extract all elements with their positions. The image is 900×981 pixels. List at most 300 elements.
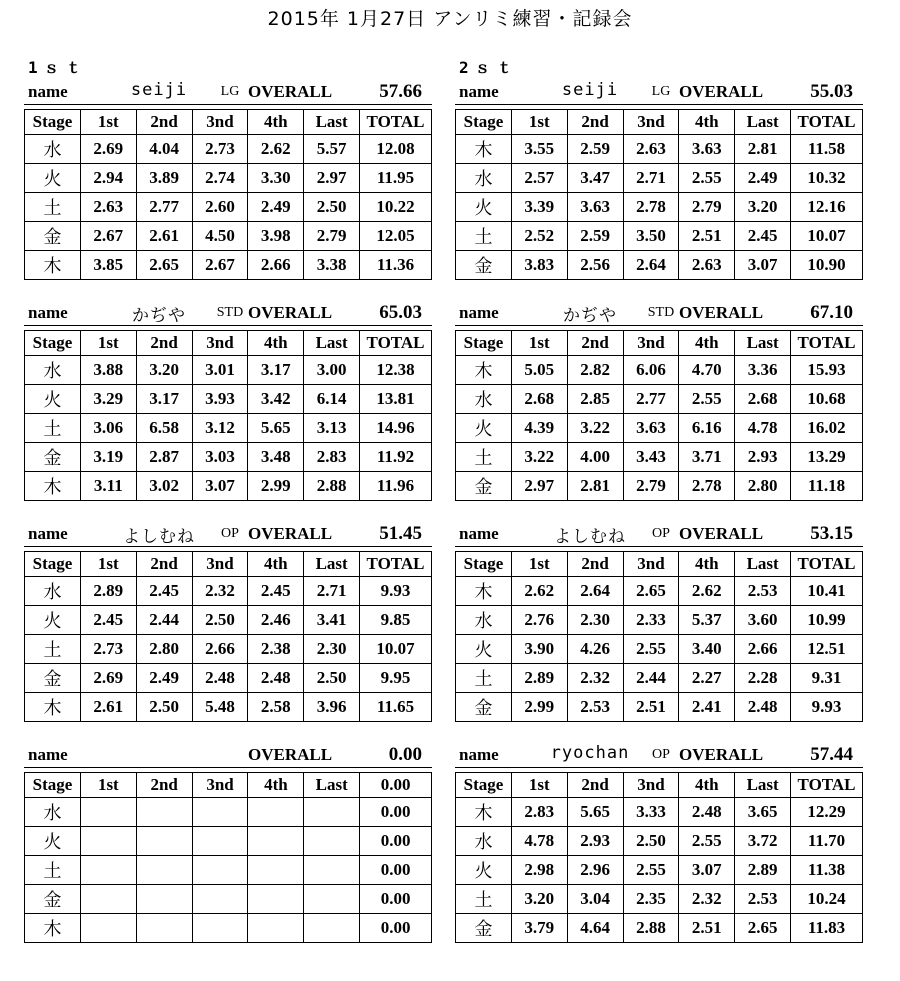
total-cell: 11.70: [791, 827, 863, 856]
table-row: [25, 193, 432, 222]
time-cell: 3.83: [511, 251, 567, 280]
total-cell: 10.07: [791, 222, 863, 251]
time-cell: 2.45: [248, 577, 304, 606]
column-header: 3nd: [623, 552, 679, 577]
overall-value: 57.44: [810, 744, 853, 765]
time-cell: 3.17: [136, 385, 192, 414]
time-cell: 2.63: [80, 193, 136, 222]
overall-label: OVERALL: [679, 303, 764, 322]
time-cell: 2.32: [679, 885, 735, 914]
stage-cell: 木: [25, 693, 81, 722]
column-header: 1st: [80, 552, 136, 577]
overall-value: 67.10: [810, 302, 853, 323]
time-cell: 2.93: [735, 443, 791, 472]
time-cell: 3.07: [735, 251, 791, 280]
table-row: [456, 443, 863, 472]
table-row: [25, 664, 432, 693]
time-cell: [192, 885, 248, 914]
time-cell: 2.68: [511, 385, 567, 414]
time-cell: 2.45: [136, 577, 192, 606]
time-cell: 2.87: [136, 443, 192, 472]
time-cell: [304, 914, 360, 943]
time-cell: 2.49: [735, 164, 791, 193]
time-cell: 5.05: [511, 356, 567, 385]
time-cell: [192, 798, 248, 827]
total-cell: 16.02: [791, 414, 863, 443]
time-cell: 3.43: [623, 443, 679, 472]
time-cell: 2.60: [192, 193, 248, 222]
player-name: seiji: [561, 80, 619, 100]
overall-value: 65.03: [379, 302, 422, 323]
table-row: [456, 577, 863, 606]
table-row: [456, 222, 863, 251]
time-cell: 2.53: [735, 885, 791, 914]
time-cell: 2.49: [136, 664, 192, 693]
time-cell: 5.37: [679, 606, 735, 635]
time-cell: 2.30: [304, 635, 360, 664]
time-cell: 2.51: [679, 222, 735, 251]
time-cell: 4.64: [567, 914, 623, 943]
time-cell: 2.81: [735, 135, 791, 164]
name-label: name: [459, 745, 499, 764]
player-name: seiji: [130, 80, 188, 100]
stage-cell: 木: [25, 472, 81, 501]
stage-cell: 金: [456, 914, 512, 943]
stage-cell: 金: [456, 693, 512, 722]
column-header: Last: [735, 552, 791, 577]
table-header-row: [456, 110, 863, 135]
table-header-row: [25, 773, 432, 798]
time-cell: [192, 827, 248, 856]
overall-label: OVERALL: [248, 82, 333, 101]
table-row: [25, 606, 432, 635]
stage-cell: 水: [25, 798, 81, 827]
round-label-2nd: 2ｓｔ: [459, 58, 519, 77]
time-cell: 2.88: [304, 472, 360, 501]
total-cell: 11.36: [360, 251, 432, 280]
overall-label: OVERALL: [248, 745, 333, 764]
table-row: [25, 856, 432, 885]
overall-label: OVERALL: [248, 303, 333, 322]
time-cell: [304, 856, 360, 885]
time-cell: [248, 885, 304, 914]
table-row: [456, 827, 863, 856]
player-class: OP: [652, 526, 670, 541]
column-header: Stage: [456, 331, 512, 356]
stage-cell: 金: [456, 472, 512, 501]
time-cell: [136, 856, 192, 885]
time-cell: 4.04: [136, 135, 192, 164]
score-table: [24, 330, 432, 501]
column-header: Stage: [25, 552, 81, 577]
time-cell: 2.58: [248, 693, 304, 722]
time-cell: 2.77: [623, 385, 679, 414]
time-cell: 2.68: [735, 385, 791, 414]
time-cell: 2.83: [304, 443, 360, 472]
column-header: 3nd: [623, 773, 679, 798]
score-block: [455, 80, 863, 280]
stage-cell: 木: [456, 798, 512, 827]
time-cell: 2.98: [511, 856, 567, 885]
overall-value: 51.45: [379, 523, 422, 544]
time-cell: 2.38: [248, 635, 304, 664]
table-row: [456, 885, 863, 914]
column-header: 2nd: [136, 773, 192, 798]
player-class: OP: [221, 526, 239, 541]
time-cell: 3.36: [735, 356, 791, 385]
table-row: [25, 885, 432, 914]
column-header: 4th: [248, 110, 304, 135]
column-header: 1st: [80, 773, 136, 798]
time-cell: 3.22: [511, 443, 567, 472]
table-row: [25, 222, 432, 251]
table-row: [25, 356, 432, 385]
column-header: Last: [304, 552, 360, 577]
overall-value: 55.03: [810, 81, 853, 102]
time-cell: 3.85: [80, 251, 136, 280]
total-cell: 11.96: [360, 472, 432, 501]
column-header: 0.00: [360, 773, 432, 798]
time-cell: 3.38: [304, 251, 360, 280]
time-cell: 4.26: [567, 635, 623, 664]
stage-cell: 金: [456, 251, 512, 280]
column-header: Last: [304, 110, 360, 135]
stage-cell: 火: [456, 856, 512, 885]
score-block: [24, 301, 432, 501]
overall-value: 53.15: [810, 523, 853, 544]
total-cell: 10.24: [791, 885, 863, 914]
column-header: Stage: [25, 331, 81, 356]
time-cell: 2.55: [623, 635, 679, 664]
time-cell: 2.61: [80, 693, 136, 722]
time-cell: 2.62: [511, 577, 567, 606]
column-header: Stage: [25, 110, 81, 135]
score-table: [455, 109, 863, 280]
time-cell: 3.50: [623, 222, 679, 251]
score-table: [455, 551, 863, 722]
table-header-row: [456, 552, 863, 577]
total-cell: 12.38: [360, 356, 432, 385]
stage-cell: 木: [456, 356, 512, 385]
table-row: [456, 135, 863, 164]
player-class: OP: [652, 747, 670, 762]
column-header: TOTAL: [791, 552, 863, 577]
time-cell: 2.48: [192, 664, 248, 693]
column-header: TOTAL: [791, 110, 863, 135]
time-cell: 3.47: [567, 164, 623, 193]
total-cell: 0.00: [360, 856, 432, 885]
time-cell: 2.89: [735, 856, 791, 885]
total-cell: 10.07: [360, 635, 432, 664]
time-cell: 2.79: [623, 472, 679, 501]
stage-cell: 金: [25, 222, 81, 251]
time-cell: 3.29: [80, 385, 136, 414]
total-cell: 10.68: [791, 385, 863, 414]
stage-cell: 木: [25, 251, 81, 280]
table-row: [25, 385, 432, 414]
time-cell: 3.13: [304, 414, 360, 443]
table-row: [25, 577, 432, 606]
column-header: Stage: [456, 110, 512, 135]
stage-cell: 火: [456, 193, 512, 222]
table-header-row: [456, 773, 863, 798]
time-cell: 3.41: [304, 606, 360, 635]
column-header: Stage: [456, 552, 512, 577]
stage-cell: 土: [25, 414, 81, 443]
column-header: 2nd: [567, 331, 623, 356]
stage-cell: 土: [456, 664, 512, 693]
table-row: [25, 693, 432, 722]
time-cell: 2.65: [735, 914, 791, 943]
time-cell: [136, 827, 192, 856]
overall-label: OVERALL: [679, 524, 764, 543]
time-cell: 2.55: [679, 164, 735, 193]
stage-cell: 火: [25, 164, 81, 193]
column-header: 2nd: [136, 552, 192, 577]
column-header: 4th: [679, 110, 735, 135]
time-cell: 2.50: [304, 664, 360, 693]
time-cell: 2.97: [304, 164, 360, 193]
time-cell: 2.57: [511, 164, 567, 193]
column-header: 1st: [80, 110, 136, 135]
column-header: 2nd: [136, 110, 192, 135]
column-header: 2nd: [136, 331, 192, 356]
total-cell: 12.08: [360, 135, 432, 164]
time-cell: 2.85: [567, 385, 623, 414]
table-row: [456, 193, 863, 222]
total-cell: 10.99: [791, 606, 863, 635]
column-header: 3nd: [623, 110, 679, 135]
time-cell: [80, 856, 136, 885]
column-header: 4th: [248, 331, 304, 356]
time-cell: 5.57: [304, 135, 360, 164]
column-header: Last: [735, 773, 791, 798]
table-row: [25, 164, 432, 193]
time-cell: 2.81: [567, 472, 623, 501]
time-cell: 2.48: [679, 798, 735, 827]
column-header: Last: [735, 331, 791, 356]
time-cell: [304, 827, 360, 856]
time-cell: [248, 827, 304, 856]
name-label: name: [459, 82, 499, 101]
time-cell: 2.76: [511, 606, 567, 635]
time-cell: 2.32: [192, 577, 248, 606]
time-cell: 6.06: [623, 356, 679, 385]
player-name: かぢや: [563, 306, 617, 326]
time-cell: 2.79: [304, 222, 360, 251]
player-header: [455, 743, 863, 768]
time-cell: 2.64: [623, 251, 679, 280]
time-cell: 2.56: [567, 251, 623, 280]
time-cell: [248, 914, 304, 943]
time-cell: 3.72: [735, 827, 791, 856]
time-cell: [248, 856, 304, 885]
time-cell: 2.93: [567, 827, 623, 856]
time-cell: [80, 885, 136, 914]
time-cell: 2.51: [623, 693, 679, 722]
total-cell: 9.93: [791, 693, 863, 722]
page-title: 2015年 1月27日 アンリミ練習・記録会: [267, 8, 633, 30]
column-header: 1st: [511, 773, 567, 798]
time-cell: 2.65: [136, 251, 192, 280]
time-cell: 2.66: [735, 635, 791, 664]
stage-cell: 金: [25, 443, 81, 472]
stage-cell: 水: [25, 135, 81, 164]
time-cell: 3.01: [192, 356, 248, 385]
time-cell: 2.49: [248, 193, 304, 222]
time-cell: 2.65: [623, 577, 679, 606]
time-cell: 3.42: [248, 385, 304, 414]
column-header: 3nd: [192, 110, 248, 135]
stage-cell: 木: [456, 135, 512, 164]
column-header: 3nd: [192, 773, 248, 798]
score-block: [455, 301, 863, 501]
column-header: TOTAL: [360, 331, 432, 356]
stage-cell: 水: [456, 606, 512, 635]
time-cell: 2.71: [304, 577, 360, 606]
column-header: 4th: [679, 331, 735, 356]
time-cell: 2.41: [679, 693, 735, 722]
table-row: [456, 693, 863, 722]
time-cell: 3.07: [192, 472, 248, 501]
column-header: 4th: [248, 552, 304, 577]
score-table: [24, 109, 432, 280]
stage-cell: 火: [25, 385, 81, 414]
time-cell: 3.63: [567, 193, 623, 222]
table-header-row: [25, 552, 432, 577]
time-cell: 2.35: [623, 885, 679, 914]
time-cell: 3.33: [623, 798, 679, 827]
table-row: [456, 251, 863, 280]
time-cell: 2.71: [623, 164, 679, 193]
time-cell: 2.80: [136, 635, 192, 664]
column-header: 2nd: [567, 552, 623, 577]
column-header: TOTAL: [360, 552, 432, 577]
stage-cell: 水: [456, 385, 512, 414]
stage-cell: 火: [456, 414, 512, 443]
time-cell: 2.45: [735, 222, 791, 251]
time-cell: 2.62: [679, 577, 735, 606]
time-cell: 2.55: [623, 856, 679, 885]
time-cell: 2.82: [567, 356, 623, 385]
time-cell: 2.61: [136, 222, 192, 251]
stage-cell: 土: [456, 443, 512, 472]
time-cell: 3.40: [679, 635, 735, 664]
name-label: name: [459, 303, 499, 322]
round-label-1st: 1ｓｔ: [28, 58, 88, 77]
time-cell: 3.65: [735, 798, 791, 827]
player-class: LG: [220, 84, 240, 99]
table-row: [456, 664, 863, 693]
time-cell: 3.39: [511, 193, 567, 222]
player-header: [24, 301, 432, 326]
time-cell: 2.77: [136, 193, 192, 222]
column-header: 4th: [679, 552, 735, 577]
total-cell: 9.95: [360, 664, 432, 693]
total-cell: 12.16: [791, 193, 863, 222]
player-header: [455, 80, 863, 105]
time-cell: 2.44: [136, 606, 192, 635]
time-cell: 4.50: [192, 222, 248, 251]
total-cell: 11.18: [791, 472, 863, 501]
column-header: 1st: [511, 552, 567, 577]
time-cell: 2.67: [80, 222, 136, 251]
time-cell: 2.50: [304, 193, 360, 222]
time-cell: 3.60: [735, 606, 791, 635]
stage-cell: 土: [25, 193, 81, 222]
stage-cell: 水: [25, 577, 81, 606]
table-row: [25, 472, 432, 501]
table-row: [25, 798, 432, 827]
total-cell: 12.05: [360, 222, 432, 251]
stage-cell: 水: [25, 356, 81, 385]
time-cell: 2.67: [192, 251, 248, 280]
player-header: [24, 80, 432, 105]
time-cell: 3.20: [735, 193, 791, 222]
time-cell: 3.89: [136, 164, 192, 193]
table-row: [456, 798, 863, 827]
time-cell: 3.20: [136, 356, 192, 385]
total-cell: 0.00: [360, 798, 432, 827]
time-cell: 2.55: [679, 385, 735, 414]
player-header: [24, 522, 432, 547]
score-block: [455, 522, 863, 722]
column-header: Last: [304, 331, 360, 356]
score-table: [455, 772, 863, 943]
table-row: [456, 356, 863, 385]
overall-value: 0.00: [388, 744, 422, 765]
total-cell: 11.83: [791, 914, 863, 943]
time-cell: 4.00: [567, 443, 623, 472]
time-cell: 2.66: [192, 635, 248, 664]
time-cell: 2.48: [735, 693, 791, 722]
time-cell: 3.12: [192, 414, 248, 443]
time-cell: 2.62: [248, 135, 304, 164]
time-cell: 2.64: [567, 577, 623, 606]
total-cell: 15.93: [791, 356, 863, 385]
total-cell: 10.41: [791, 577, 863, 606]
time-cell: 3.19: [80, 443, 136, 472]
table-row: [456, 914, 863, 943]
stage-cell: 土: [25, 635, 81, 664]
column-header: 3nd: [192, 331, 248, 356]
total-cell: 0.00: [360, 885, 432, 914]
time-cell: 3.04: [567, 885, 623, 914]
time-cell: 3.93: [192, 385, 248, 414]
table-row: [25, 635, 432, 664]
time-cell: 2.45: [80, 606, 136, 635]
time-cell: 2.63: [679, 251, 735, 280]
time-cell: 3.11: [80, 472, 136, 501]
score-block: [455, 743, 863, 943]
time-cell: 3.20: [511, 885, 567, 914]
name-label: name: [28, 524, 68, 543]
table-row: [25, 827, 432, 856]
time-cell: 2.52: [511, 222, 567, 251]
name-label: name: [28, 745, 68, 764]
time-cell: 3.98: [248, 222, 304, 251]
table-header-row: [25, 110, 432, 135]
time-cell: 2.63: [623, 135, 679, 164]
time-cell: 2.55: [679, 827, 735, 856]
score-table: [24, 551, 432, 722]
time-cell: 2.59: [567, 222, 623, 251]
player-class: LG: [651, 84, 671, 99]
stage-cell: 水: [456, 164, 512, 193]
table-row: [25, 914, 432, 943]
time-cell: 2.33: [623, 606, 679, 635]
overall-value: 57.66: [379, 81, 422, 102]
